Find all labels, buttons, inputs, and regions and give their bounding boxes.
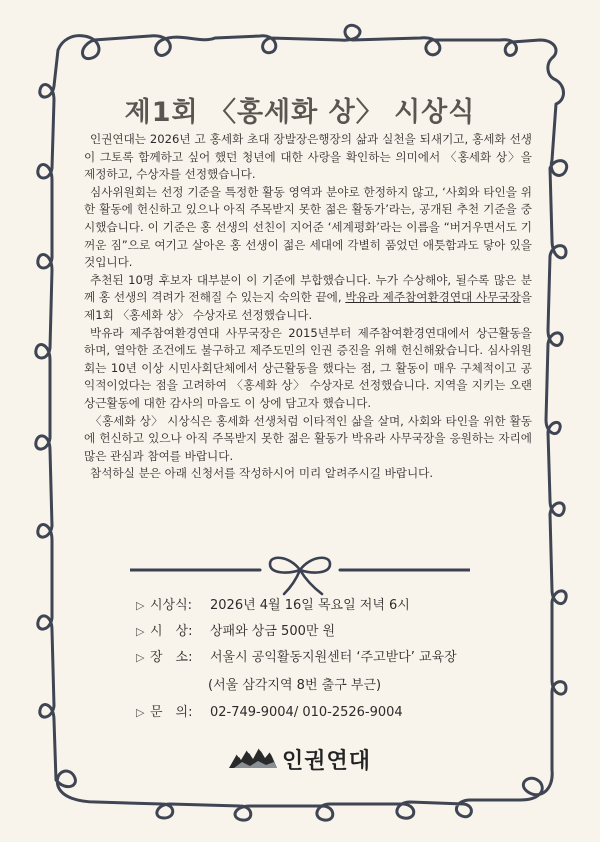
paragraph-text: 참석하실 분은 아래 신청서를 작성하시어 미리 알려주시길 바랍니다. — [90, 466, 434, 481]
paragraph — [84, 131, 532, 184]
highlighted-name: 박유라 제주참여환경연대 사무국장 — [345, 290, 521, 305]
page-title: 제1회 〈홍세화 상〉 시상식 — [124, 97, 476, 128]
paragraph-text: 추천된 10명 후보자 대부분이 이 기준에 부합했습니다. 누가 수상해야, 될수록 많은 분께 홍 선생의 격려가 전해질 수 있는지 숙의한 끝에, — [84, 272, 532, 305]
mountains-logo-icon — [228, 742, 278, 772]
paragraph — [84, 325, 532, 413]
triangle-bullet-icon: ▷ — [136, 651, 145, 664]
triangle-bullet-icon: ▷ — [136, 706, 145, 719]
organization-logo — [228, 742, 378, 776]
announcement-body — [84, 131, 532, 483]
detail-row-venue: ▷ 장 소: 서울시 공익활동지원센터 ‘주고받다’ 교육장 — [136, 648, 457, 668]
ribbon-divider — [130, 548, 470, 598]
organization-name: 인권연대 — [282, 749, 372, 774]
paragraph-text: 인권연대는 2026년 고 홍세화 초대 장발장은행장의 삶과 실천을 되새기고, 홍세화 선생이 그토록 함께하고 싶어 했던 청년에 대한 사랑을 확인하는 의미에서 〈홍세화 상〉을 제정하고, 수상자를 선정했습니다. — [84, 132, 532, 182]
paragraph-text: 박유라 제주참여환경연대 사무국장은 2015년부터 제주참여환경연대에서 상근활동을 하며, 열악한 조건에도 불구하고 제주도민의 인권 증진을 위해 헌신해왔습니다. 심사위원회는 10년 이상 시민사회단체에서 상근활동을 했다는 점, 그 활동이 매우 구체적이고 공익적이었다는 점을 고려하여 〈홍세화 상〉 수상자로 선정했습니다. 지역을 지키는 오랜 상근활동에 대한 감사의 마음도 이 상에 담고자 했습니다. — [84, 325, 532, 410]
paragraph-text: 〈홍세화 상〉 시상식은 홍세화 선생처럼 이타적인 삶을 살며, 사회와 타인을 위한 활동에 헌신하고 있으나 아직 주목받지 못한 젊은 활동가 박유라 사무국장을 응원하는 자리에 많은 관심과 참여를 바랍니다. — [84, 413, 532, 463]
paragraph — [84, 272, 532, 325]
paragraph-text: 을 제1회 〈홍세화 상〉 수상자로 선정했습니다. — [84, 290, 532, 322]
ribbon-bow-icon — [270, 558, 330, 594]
detail-row-award: ▷ 시 상: 상패와 상금 500만 원 — [136, 622, 335, 642]
triangle-bullet-icon: ▷ — [136, 625, 145, 638]
paragraph — [84, 465, 532, 483]
detail-row-venue-note: (서울 삼각지역 8번 출구 부근) — [208, 678, 382, 693]
paragraph — [84, 184, 532, 272]
detail-row-date: ▷ 시상식: 2026년 4월 16일 목요일 저녁 6시 — [136, 596, 410, 616]
paragraph-text: 심사위원회는 선정 기준을 특정한 활동 영역과 분야로 한정하지 않고, ‘사회와 타인을 위한 활동에 헌신하고 있으나 아직 주목받지 못한 젊은 활동가’라는, 공개된 추천 기준을 중시했습니다. 이 기준은 홍 선생의 선친이 지어준 ‘세계평화’라는 이름을 “버거우면서도 기꺼운 짐”으로 여기고 살아온 홍 선생이 젊은 세대에 각별히 품었던 애틋함과도 닿아 있을 것입니다. — [84, 184, 532, 270]
paragraph — [84, 413, 532, 466]
triangle-bullet-icon: ▷ — [136, 599, 145, 612]
detail-row-contact: ▷ 문 의: 02-749-9004/ 010-2526-9004 — [136, 703, 403, 723]
